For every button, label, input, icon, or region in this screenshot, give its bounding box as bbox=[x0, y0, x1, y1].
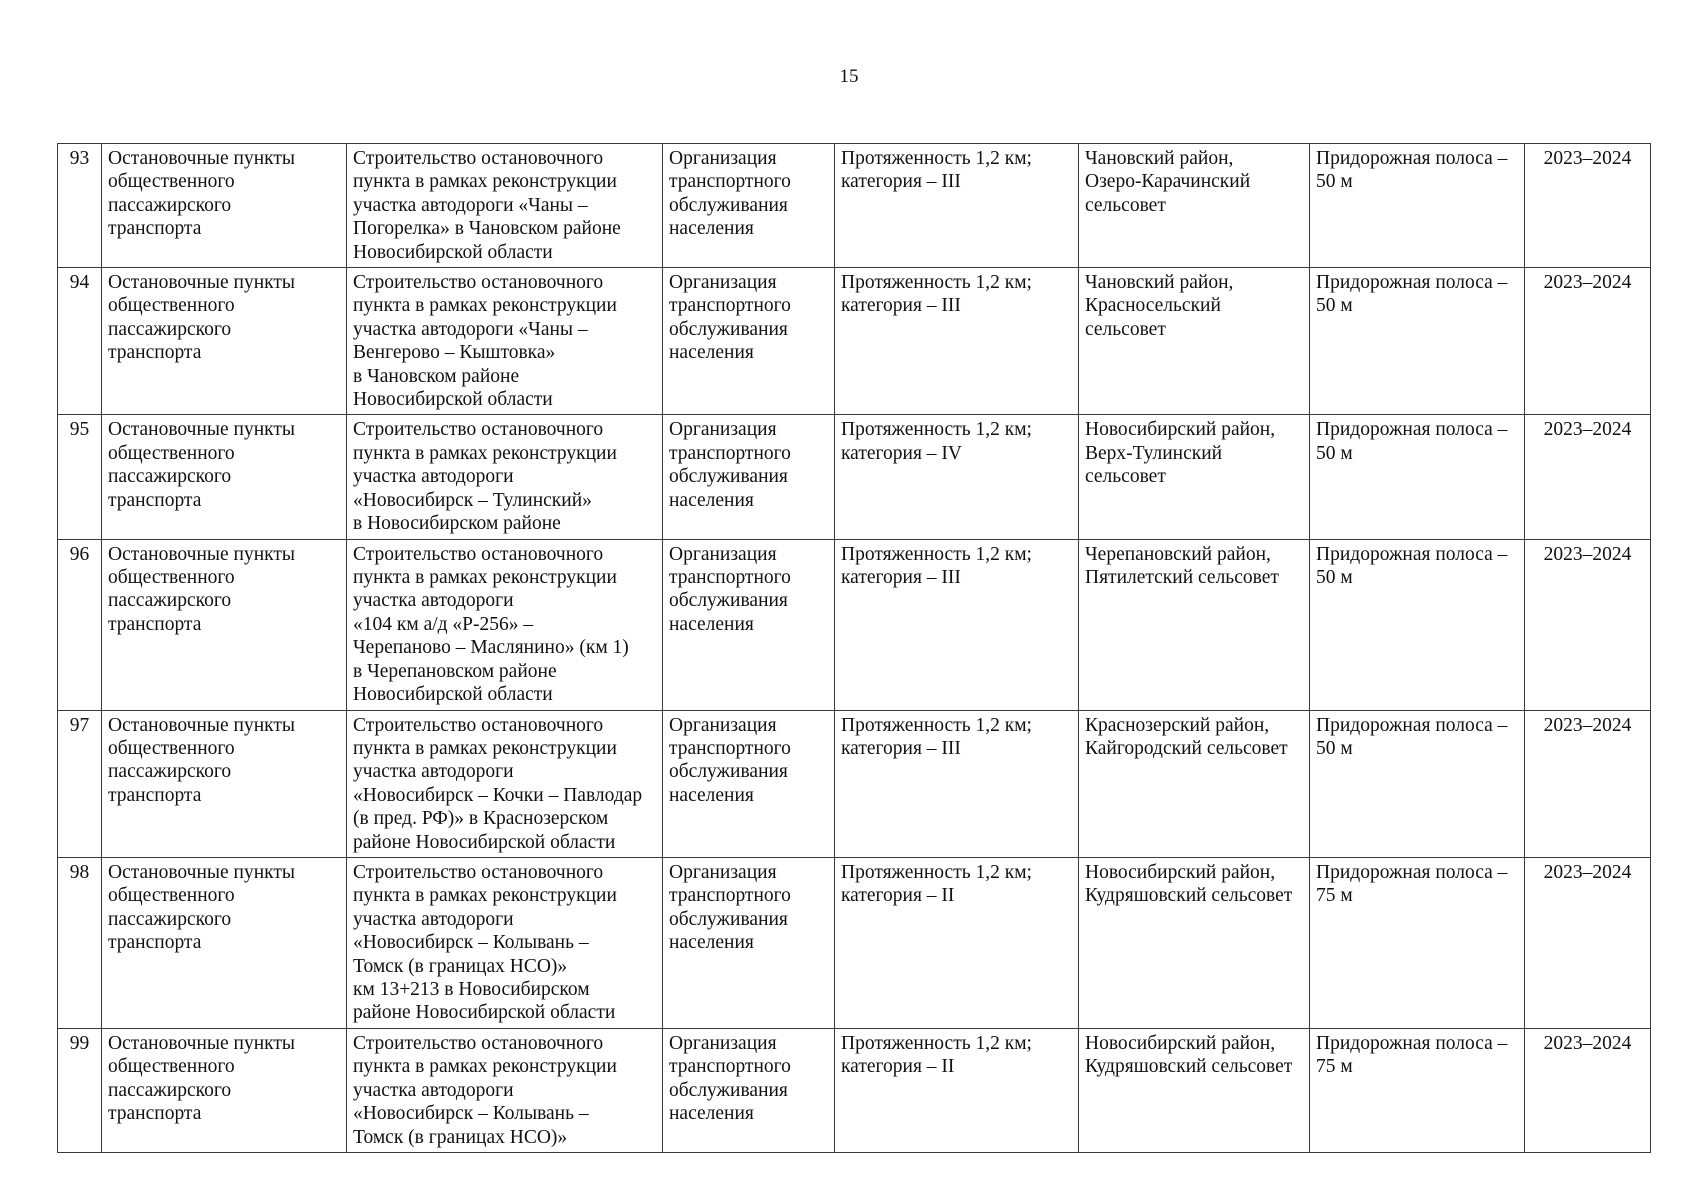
purpose-cell: Организация транспортного обслуживания населения bbox=[663, 539, 835, 710]
zone-cell: Придорожная полоса – 50 м bbox=[1310, 710, 1525, 857]
period-cell: 2023–2024 bbox=[1525, 857, 1651, 1028]
period-cell: 2023–2024 bbox=[1525, 1028, 1651, 1152]
row-number-cell: 93 bbox=[58, 144, 102, 268]
table-row bbox=[58, 710, 1651, 857]
object-description-cell: Строительство остановочного пункта в рамках реконструкции участка автодороги «Новосибирск – Колывань – Томск (в границах НСО)» bbox=[347, 1028, 663, 1152]
row-number-cell: 97 bbox=[58, 710, 102, 857]
object-type-cell: Остановочные пункты общественного пассажирского транспорта bbox=[102, 857, 347, 1028]
page-number: 15 bbox=[839, 66, 859, 87]
location-cell: Новосибирский район, Кудряшовский сельсовет bbox=[1079, 1028, 1310, 1152]
table-row bbox=[58, 144, 1651, 268]
characteristics-cell: Протяженность 1,2 км; категория – III bbox=[835, 144, 1079, 268]
object-type-cell: Остановочные пункты общественного пассажирского транспорта bbox=[102, 144, 347, 268]
object-description-cell: Строительство остановочного пункта в рамках реконструкции участка автодороги «Новосибирск – Кочки – Павлодар (в пред. РФ)» в Краснозерском районе Новосибирской области bbox=[347, 710, 663, 857]
object-type-cell: Остановочные пункты общественного пассажирского транспорта bbox=[102, 539, 347, 710]
row-number-cell: 94 bbox=[58, 268, 102, 415]
table-row bbox=[58, 415, 1651, 539]
period-cell: 2023–2024 bbox=[1525, 415, 1651, 539]
purpose-cell: Организация транспортного обслуживания населения bbox=[663, 1028, 835, 1152]
location-cell: Новосибирский район, Кудряшовский сельсовет bbox=[1079, 857, 1310, 1028]
purpose-cell: Организация транспортного обслуживания населения bbox=[663, 144, 835, 268]
period-cell: 2023–2024 bbox=[1525, 268, 1651, 415]
characteristics-cell: Протяженность 1,2 км; категория – II bbox=[835, 857, 1079, 1028]
characteristics-cell: Протяженность 1,2 км; категория – III bbox=[835, 268, 1079, 415]
period-cell: 2023–2024 bbox=[1525, 539, 1651, 710]
row-number-cell: 96 bbox=[58, 539, 102, 710]
zone-cell: Придорожная полоса – 50 м bbox=[1310, 144, 1525, 268]
objects-table bbox=[57, 143, 1651, 1153]
period-cell: 2023–2024 bbox=[1525, 144, 1651, 268]
zone-cell: Придорожная полоса – 75 м bbox=[1310, 1028, 1525, 1152]
purpose-cell: Организация транспортного обслуживания населения bbox=[663, 415, 835, 539]
table-row bbox=[58, 857, 1651, 1028]
table-row bbox=[58, 268, 1651, 415]
object-description-cell: Строительство остановочного пункта в рамках реконструкции участка автодороги «104 км а/д «Р-256» – Черепаново – Маслянино» (км 1) в Черепановском районе Новосибирской области bbox=[347, 539, 663, 710]
zone-cell: Придорожная полоса – 75 м bbox=[1310, 857, 1525, 1028]
object-description-cell: Строительство остановочного пункта в рамках реконструкции участка автодороги «Новосибирск – Колывань – Томск (в границах НСО)» км 13+213 в Новосибирском районе Новосибирской области bbox=[347, 857, 663, 1028]
characteristics-cell: Протяженность 1,2 км; категория – II bbox=[835, 1028, 1079, 1152]
purpose-cell: Организация транспортного обслуживания населения bbox=[663, 268, 835, 415]
row-number-cell: 98 bbox=[58, 857, 102, 1028]
location-cell: Черепановский район, Пятилетский сельсовет bbox=[1079, 539, 1310, 710]
period-cell: 2023–2024 bbox=[1525, 710, 1651, 857]
object-type-cell: Остановочные пункты общественного пассажирского транспорта bbox=[102, 1028, 347, 1152]
zone-cell: Придорожная полоса – 50 м bbox=[1310, 415, 1525, 539]
object-description-cell: Строительство остановочного пункта в рамках реконструкции участка автодороги «Новосибирск – Тулинский» в Новосибирском районе bbox=[347, 415, 663, 539]
object-type-cell: Остановочные пункты общественного пассажирского транспорта bbox=[102, 710, 347, 857]
characteristics-cell: Протяженность 1,2 км; категория – III bbox=[835, 539, 1079, 710]
row-number-cell: 99 bbox=[58, 1028, 102, 1152]
table-row bbox=[58, 539, 1651, 710]
row-number-cell: 95 bbox=[58, 415, 102, 539]
zone-cell: Придорожная полоса – 50 м bbox=[1310, 268, 1525, 415]
object-type-cell: Остановочные пункты общественного пассажирского транспорта bbox=[102, 415, 347, 539]
location-cell: Чановский район, Красносельский сельсовет bbox=[1079, 268, 1310, 415]
characteristics-cell: Протяженность 1,2 км; категория – III bbox=[835, 710, 1079, 857]
characteristics-cell: Протяженность 1,2 км; категория – IV bbox=[835, 415, 1079, 539]
location-cell: Чановский район, Озеро-Карачинский сельсовет bbox=[1079, 144, 1310, 268]
location-cell: Новосибирский район, Верх-Тулинский сельсовет bbox=[1079, 415, 1310, 539]
table-row bbox=[58, 1028, 1651, 1152]
location-cell: Краснозерский район, Кайгородский сельсовет bbox=[1079, 710, 1310, 857]
purpose-cell: Организация транспортного обслуживания населения bbox=[663, 710, 835, 857]
purpose-cell: Организация транспортного обслуживания населения bbox=[663, 857, 835, 1028]
object-description-cell: Строительство остановочного пункта в рамках реконструкции участка автодороги «Чаны – Погорелка» в Чановском районе Новосибирской области bbox=[347, 144, 663, 268]
zone-cell: Придорожная полоса – 50 м bbox=[1310, 539, 1525, 710]
object-description-cell: Строительство остановочного пункта в рамках реконструкции участка автодороги «Чаны – Венгерово – Кыштовка» в Чановском районе Новосибирской области bbox=[347, 268, 663, 415]
object-type-cell: Остановочные пункты общественного пассажирского транспорта bbox=[102, 268, 347, 415]
